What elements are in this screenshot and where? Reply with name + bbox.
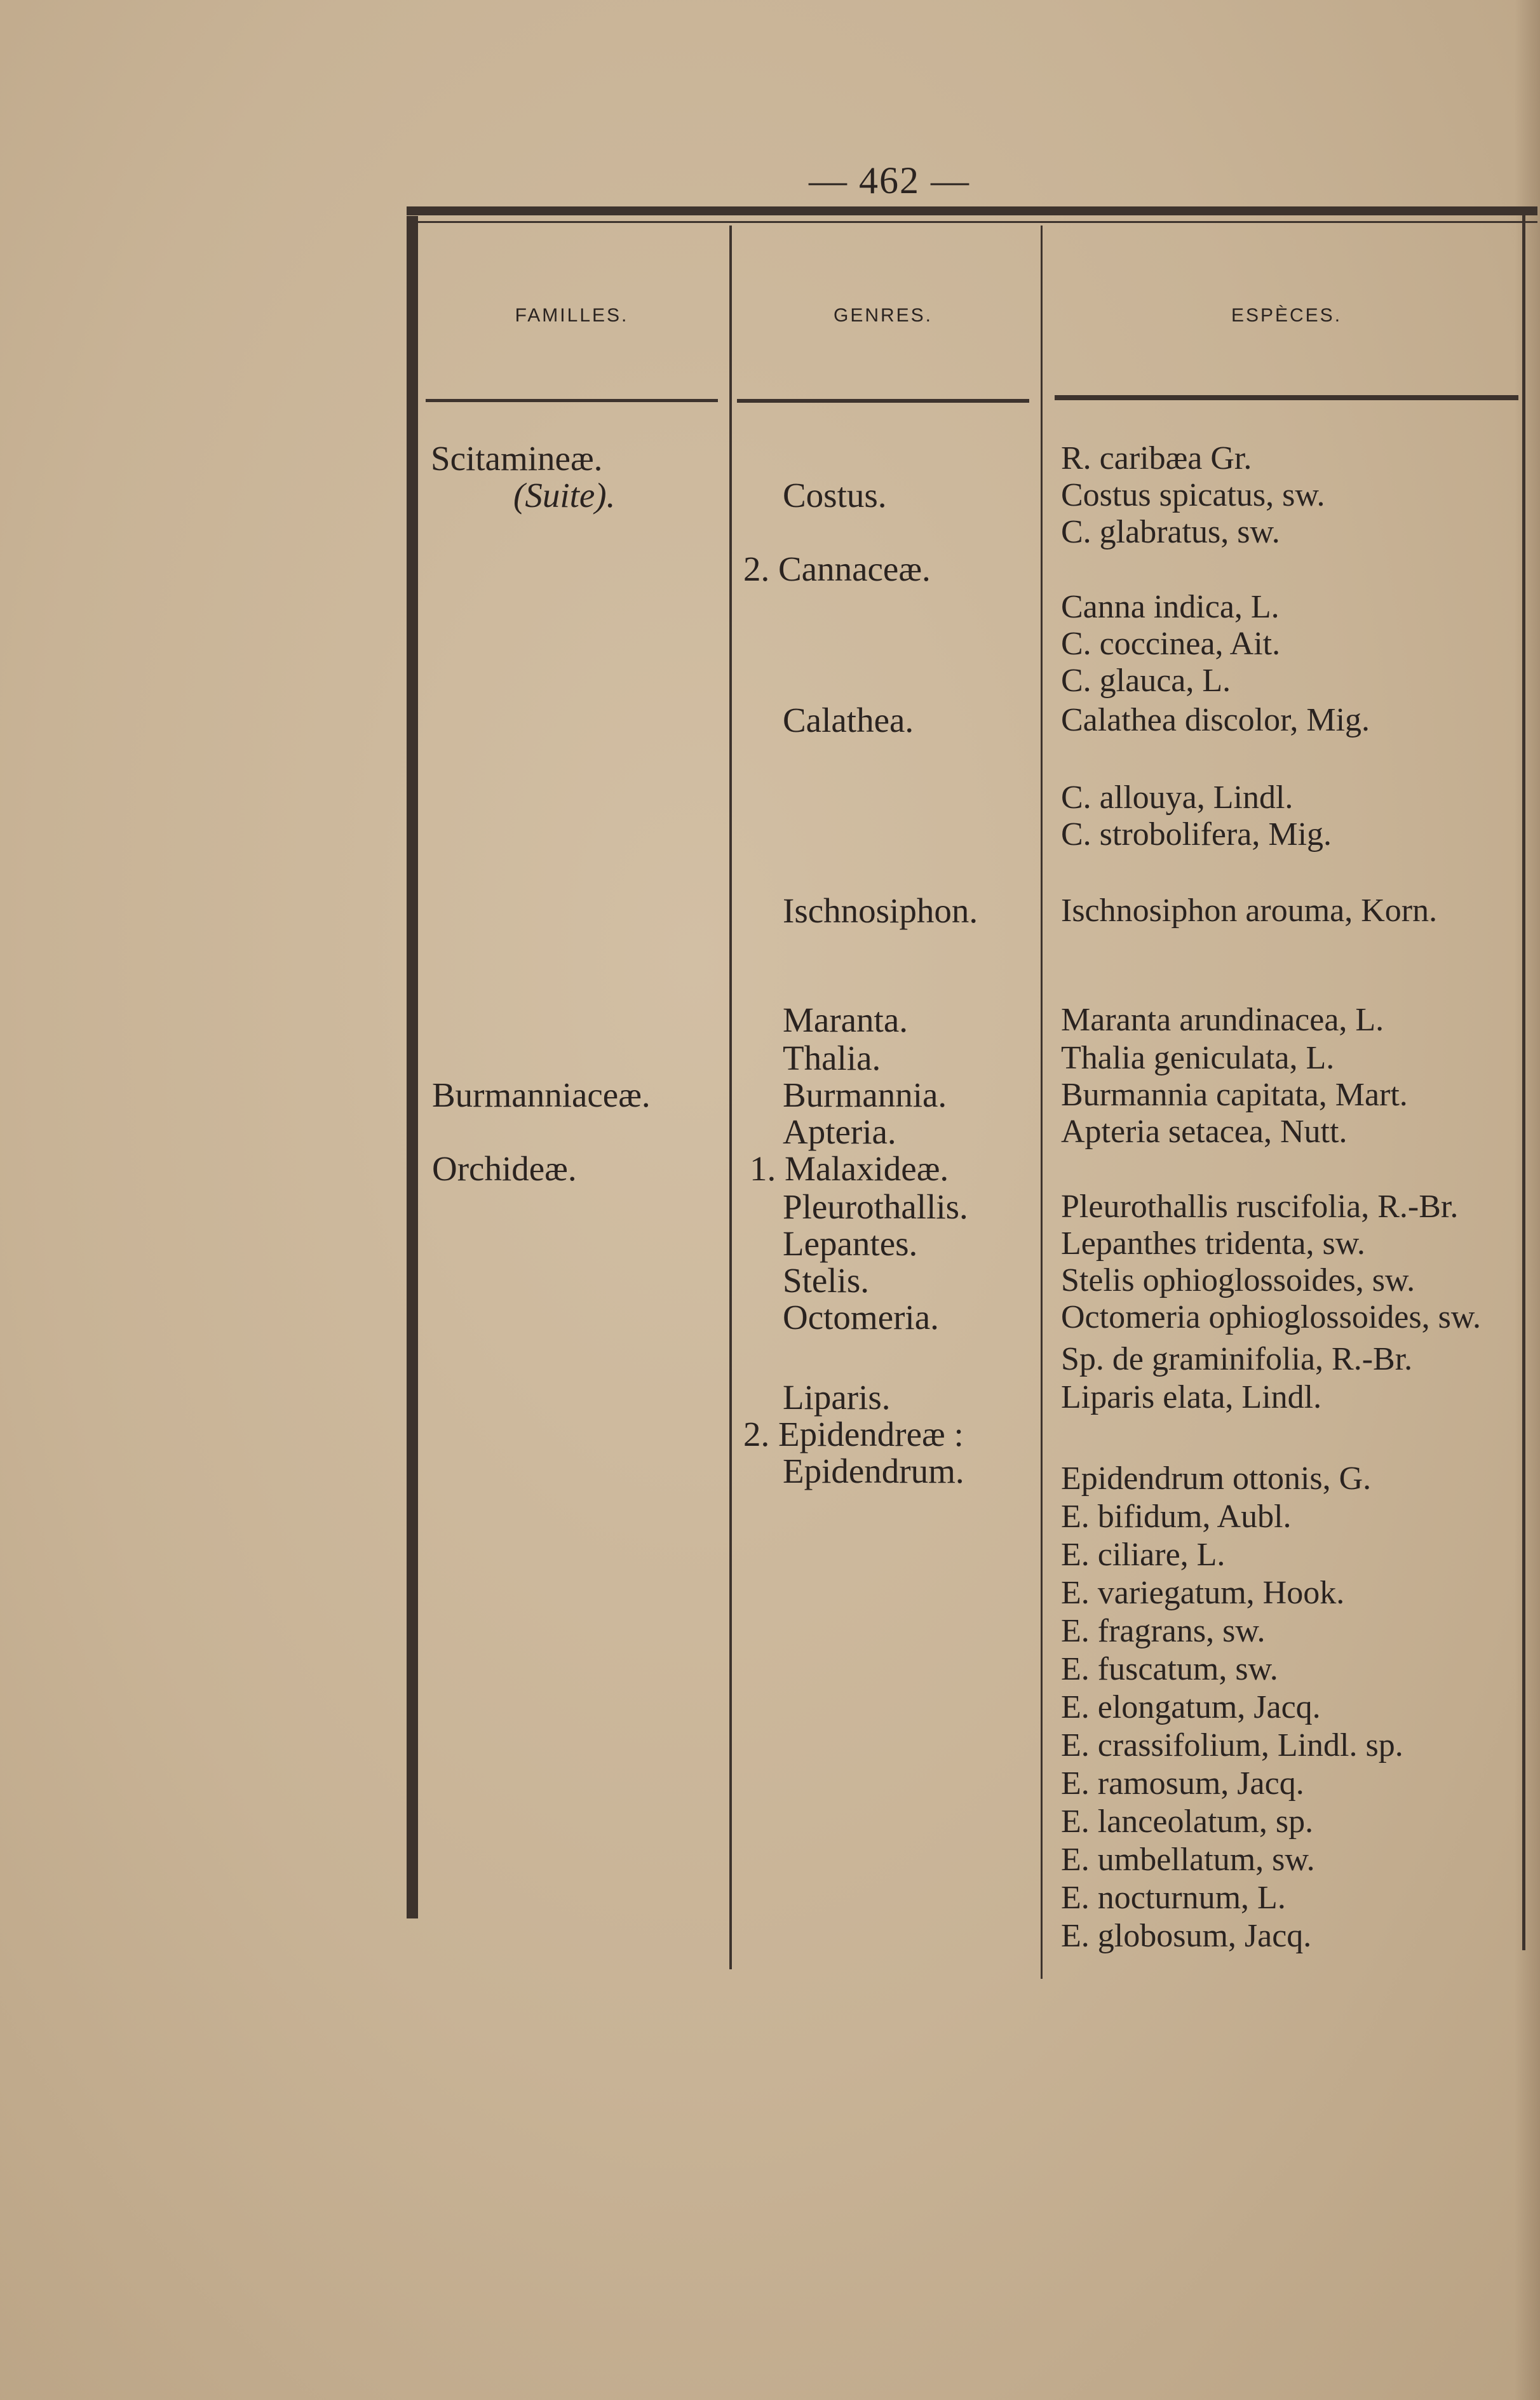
genus-lepantes: Lepantes. xyxy=(783,1224,918,1263)
species-row: R. caribæa Gr. xyxy=(1061,440,1252,476)
species-row: E. ciliare, L. xyxy=(1061,1537,1226,1573)
genus-apteria: Apteria. xyxy=(783,1112,896,1151)
species-row: E. crassifolium, Lindl. sp. xyxy=(1061,1727,1403,1763)
header-especes: ESPÈCES. xyxy=(1231,305,1342,326)
genus-ischnosiphon: Ischnosiphon. xyxy=(783,891,978,930)
page-edge-shadow xyxy=(1515,0,1540,2400)
header-separator-familles xyxy=(426,399,718,402)
page-number: — 462 — xyxy=(809,159,970,201)
header-genres: GENRES. xyxy=(833,305,933,326)
species-row: Pleurothallis ruscifolia, R.-Br. xyxy=(1061,1189,1459,1225)
genus-malaxideae: 1. Malaxideæ. xyxy=(750,1149,949,1188)
species-row: C. glabratus, sw. xyxy=(1061,514,1280,550)
species-row: E. globosum, Jacq. xyxy=(1061,1918,1312,1954)
right-border xyxy=(1522,210,1525,1950)
column-divider-2 xyxy=(1041,226,1043,1979)
species-row: E. umbellatum, sw. xyxy=(1061,1842,1315,1878)
genus-thalia: Thalia. xyxy=(783,1039,881,1077)
genus-octomeria: Octomeria. xyxy=(783,1298,939,1337)
species-row: Stelis ophioglossoides, sw. xyxy=(1061,1262,1415,1298)
species-row: E. nocturnum, L. xyxy=(1061,1880,1286,1916)
species-row: Calathea discolor, Mig. xyxy=(1061,702,1370,738)
species-row: Canna indica, L. xyxy=(1061,589,1280,625)
species-row: Epidendrum ottonis, G. xyxy=(1061,1460,1372,1497)
species-row: E. bifidum, Aubl. xyxy=(1061,1499,1292,1535)
species-row: Maranta arundinacea, L. xyxy=(1061,1002,1384,1038)
species-row: Costus spicatus, sw. xyxy=(1061,477,1325,513)
genus-maranta: Maranta. xyxy=(783,1001,908,1039)
genus-burmannia: Burmannia. xyxy=(783,1075,947,1114)
species-row: C. glauca, L. xyxy=(1061,663,1231,699)
species-row: Apteria setacea, Nutt. xyxy=(1061,1114,1348,1150)
species-row: E. ramosum, Jacq. xyxy=(1061,1765,1304,1802)
species-row: Octomeria ophioglossoides, sw. xyxy=(1061,1299,1481,1335)
species-row: Ischnosiphon arouma, Korn. xyxy=(1061,893,1438,929)
species-row: Burmannia capitata, Mart. xyxy=(1061,1077,1408,1113)
column-divider-1 xyxy=(729,226,732,1969)
left-border xyxy=(407,216,418,1918)
species-row: Lepanthes tridenta, sw. xyxy=(1061,1225,1365,1262)
family-burmanniaceae: Burmanniaceæ. xyxy=(432,1075,651,1114)
header-familles: FAMILLES. xyxy=(515,305,629,326)
species-row: Sp. de graminifolia, R.-Br. xyxy=(1061,1341,1413,1377)
species-row: E. fuscatum, sw. xyxy=(1061,1651,1278,1687)
species-row: E. elongatum, Jacq. xyxy=(1061,1689,1321,1725)
family-scitamineae: Scitamineæ. xyxy=(431,439,603,478)
genus-stelis: Stelis. xyxy=(783,1261,869,1300)
header-separator-especes xyxy=(1055,395,1518,400)
species-row: E. fragrans, sw. xyxy=(1061,1613,1266,1649)
species-row: Thalia geniculata, L. xyxy=(1061,1040,1335,1076)
species-row: C. allouya, Lindl. xyxy=(1061,779,1293,816)
species-row: E. lanceolatum, sp. xyxy=(1061,1803,1314,1840)
family-orchideae: Orchideæ. xyxy=(432,1149,577,1188)
genus-liparis: Liparis. xyxy=(783,1378,891,1417)
species-row: Liparis elata, Lindl. xyxy=(1061,1379,1322,1415)
genus-epidendreae: 2. Epidendreæ : xyxy=(743,1415,964,1453)
species-row: C. coccinea, Ait. xyxy=(1061,626,1281,662)
genus-costus: Costus. xyxy=(783,476,887,515)
genus-cannaceae: 2. Cannaceæ. xyxy=(743,549,931,588)
header-separator-genres xyxy=(737,399,1029,403)
table-top-rule xyxy=(407,206,1537,215)
family-suite: (Suite). xyxy=(513,476,616,515)
genus-pleurothallis: Pleurothallis. xyxy=(783,1187,968,1226)
genus-epidendrum: Epidendrum. xyxy=(783,1452,964,1490)
species-row: E. variegatum, Hook. xyxy=(1061,1575,1345,1611)
table-top-rule-thin xyxy=(407,221,1537,223)
species-row: C. strobolifera, Mig. xyxy=(1061,816,1332,853)
genus-calathea: Calathea. xyxy=(783,701,914,739)
